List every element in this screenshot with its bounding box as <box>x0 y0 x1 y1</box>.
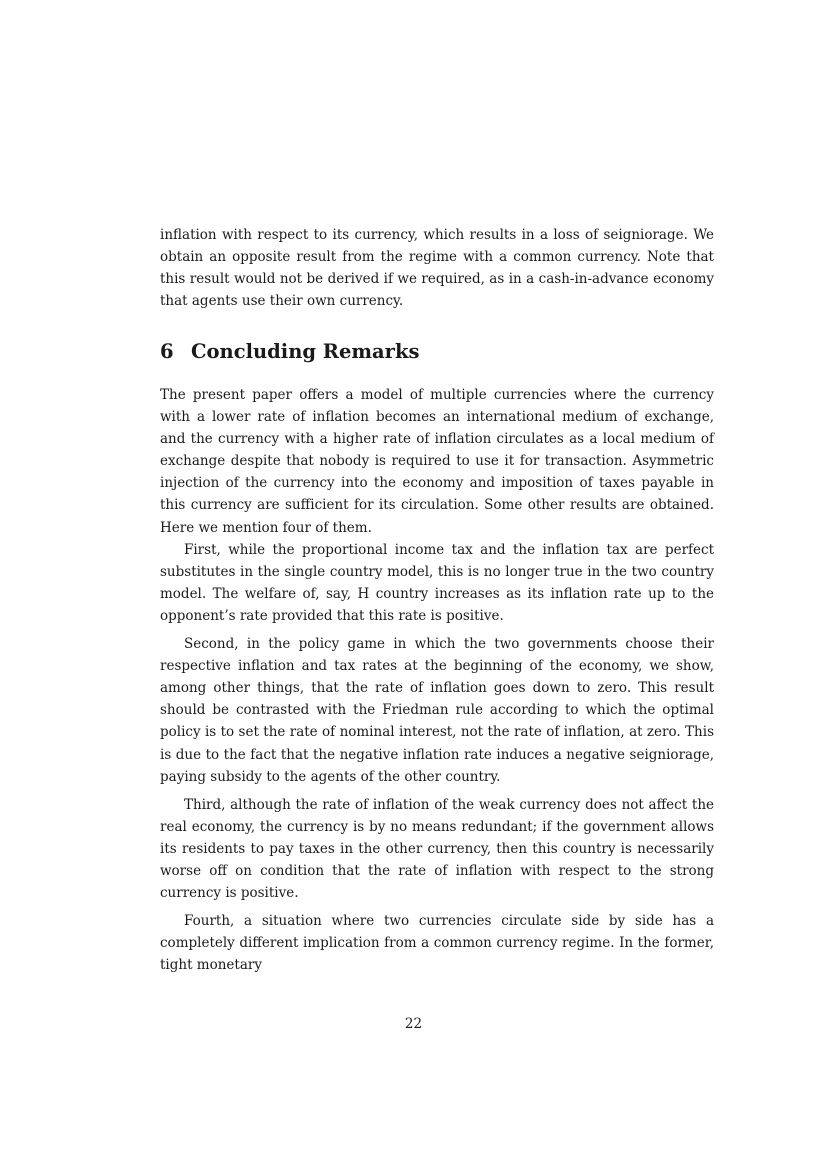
paragraph-fourth: Fourth, a situation where two currencies circulate side by side has a completely different implication from a common currency regime. In the former, tight monetary <box>160 913 714 974</box>
paragraph-third: Third, although the rate of inflation of the weak currency does not affect the real economy, the currency is by no means redundant; if the government allows its residents to pay taxes in the other currency, then this country is necessarily worse off on condition that the rate of inflation with respect to the strong currency is positive. <box>160 796 714 902</box>
paragraph-first: First, while the proportional income tax and the inflation tax are perfect substitutes in the single country model, this is no longer true in the two country model. The welfare of, say, H country increases as its inflation rate up to the opponent’s rate provided that this rate is positive. <box>160 541 714 624</box>
paragraph-intro: The present paper offers a model of multiple currencies where the currency with a lower rate of inflation becomes an international medium of exchange, and the currency with a higher rate of inflation circulates as a local medium of exchange despite that nobody is required to use it for transaction. Asymmetric injection of the currency into the economy and imposition of taxes payable in this currency are sufficient for its circulation. Some other results are obtained. Here we mention four of them. <box>160 387 714 536</box>
page-number: 22 <box>404 1016 423 1032</box>
carryover-text-block <box>160 224 714 312</box>
section-title: Concluding Remarks <box>191 340 420 363</box>
carryover-paragraph: inflation with respect to its currency, which results in a loss of seigniorage. We obtain an opposite result from the regime with a common currency. Note that this result would not be derived if we required, as in a cash-in-advance economy that agents use their own currency. <box>160 227 714 310</box>
section-body <box>160 384 714 976</box>
section-heading <box>160 340 419 363</box>
section-number: 6 <box>160 340 174 363</box>
paragraph-second: Second, in the policy game in which the two governments choose their respective inflation and tax rates at the beginning of the economy, we show, among other things, that the rate of inflation goes down to zero. This result should be contrasted with the Friedman rule according to which the optimal policy is to set the rate of nominal interest, not the rate of inflation, at zero. This is due to the fact that the negative inflation rate induces a negative seigniorage, paying subsidy to the agents of the other country. <box>160 636 714 785</box>
